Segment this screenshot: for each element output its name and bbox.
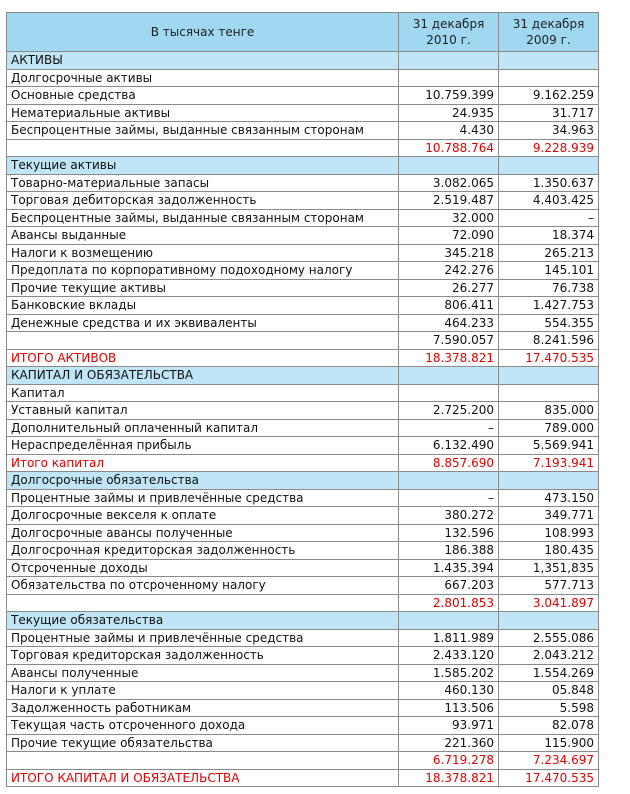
row-label: Процентные займы и привлечённые средства bbox=[7, 489, 399, 507]
row-label: Текущие обязательства bbox=[7, 612, 399, 630]
row-label bbox=[7, 752, 399, 770]
row-label: Текущие активы bbox=[7, 157, 399, 175]
row-label: Налоги к возмещению bbox=[7, 244, 399, 262]
row-label bbox=[7, 332, 399, 350]
table-row bbox=[7, 367, 599, 385]
table-row bbox=[7, 174, 599, 192]
table-row bbox=[7, 629, 599, 647]
row-value-2009: 180.435 bbox=[499, 542, 599, 560]
table-row bbox=[7, 559, 599, 577]
row-value-2010: 3.082.065 bbox=[399, 174, 499, 192]
table-row bbox=[7, 437, 599, 455]
row-value-2010: 113.506 bbox=[399, 699, 499, 717]
table-row bbox=[7, 244, 599, 262]
row-value-2010: 1.585.202 bbox=[399, 664, 499, 682]
table-row bbox=[7, 227, 599, 245]
table-body bbox=[7, 52, 599, 787]
table-row bbox=[7, 139, 599, 157]
row-value-2009 bbox=[499, 157, 599, 175]
row-value-2009: 349.771 bbox=[499, 507, 599, 525]
row-value-2009: 577.713 bbox=[499, 577, 599, 595]
row-value-2009: 18.374 bbox=[499, 227, 599, 245]
row-value-2009: 34.963 bbox=[499, 122, 599, 140]
table-row bbox=[7, 734, 599, 752]
table-row bbox=[7, 717, 599, 735]
row-value-2009 bbox=[499, 612, 599, 630]
row-value-2010: 18.378.821 bbox=[399, 769, 499, 787]
table-row bbox=[7, 279, 599, 297]
row-label bbox=[7, 139, 399, 157]
row-label: АКТИВЫ bbox=[7, 52, 399, 70]
table-row bbox=[7, 349, 599, 367]
row-value-2010: 380.272 bbox=[399, 507, 499, 525]
row-value-2009: 145.101 bbox=[499, 262, 599, 280]
row-value-2010: – bbox=[399, 419, 499, 437]
row-label: Торговая кредиторская задолженность bbox=[7, 647, 399, 665]
row-value-2010: 345.218 bbox=[399, 244, 499, 262]
row-label: Долгосрочные обязательства bbox=[7, 472, 399, 490]
row-value-2010: 460.130 bbox=[399, 682, 499, 700]
row-value-2010 bbox=[399, 612, 499, 630]
header-2010: 31 декабря 2010 г. bbox=[399, 13, 499, 52]
table-row bbox=[7, 682, 599, 700]
table-row bbox=[7, 332, 599, 350]
row-value-2009 bbox=[499, 52, 599, 70]
table-row bbox=[7, 507, 599, 525]
row-label: Долгосрочные векселя к оплате bbox=[7, 507, 399, 525]
row-value-2010 bbox=[399, 69, 499, 87]
row-label: Долгосрочные авансы полученные bbox=[7, 524, 399, 542]
row-value-2009: 2.043.212 bbox=[499, 647, 599, 665]
row-value-2009: 554.355 bbox=[499, 314, 599, 332]
row-value-2009: 5.598 bbox=[499, 699, 599, 717]
row-value-2009: 8.241.596 bbox=[499, 332, 599, 350]
row-label: Нераспределённая прибыль bbox=[7, 437, 399, 455]
row-value-2010: 1.811.989 bbox=[399, 629, 499, 647]
row-label: Дополнительный оплаченный капитал bbox=[7, 419, 399, 437]
row-value-2009 bbox=[499, 367, 599, 385]
table-row bbox=[7, 52, 599, 70]
table-row bbox=[7, 489, 599, 507]
row-value-2009 bbox=[499, 69, 599, 87]
row-value-2009: 9.162.259 bbox=[499, 87, 599, 105]
table-row bbox=[7, 314, 599, 332]
row-value-2009: 108.993 bbox=[499, 524, 599, 542]
row-value-2010 bbox=[399, 367, 499, 385]
row-value-2009: 7.234.697 bbox=[499, 752, 599, 770]
row-value-2010: 7.590.057 bbox=[399, 332, 499, 350]
table-row bbox=[7, 297, 599, 315]
row-value-2009 bbox=[499, 384, 599, 402]
table-row bbox=[7, 472, 599, 490]
row-value-2009: 4.403.425 bbox=[499, 192, 599, 210]
header-2009: 31 декабря 2009 г. bbox=[499, 13, 599, 52]
row-value-2010: 10.759.399 bbox=[399, 87, 499, 105]
table-row bbox=[7, 262, 599, 280]
table-row bbox=[7, 577, 599, 595]
row-value-2010: 1.435.394 bbox=[399, 559, 499, 577]
row-value-2010: 6.719.278 bbox=[399, 752, 499, 770]
row-value-2009: 05.848 bbox=[499, 682, 599, 700]
table-row bbox=[7, 384, 599, 402]
row-value-2010: 2.519.487 bbox=[399, 192, 499, 210]
row-value-2010: 2.801.853 bbox=[399, 594, 499, 612]
row-value-2010: 221.360 bbox=[399, 734, 499, 752]
row-value-2009: 265.213 bbox=[499, 244, 599, 262]
row-value-2010: 32.000 bbox=[399, 209, 499, 227]
table-row bbox=[7, 769, 599, 787]
row-value-2010: 8.857.690 bbox=[399, 454, 499, 472]
row-value-2009: 3.041.897 bbox=[499, 594, 599, 612]
row-label: Нематериальные активы bbox=[7, 104, 399, 122]
row-label: Задолженность работникам bbox=[7, 699, 399, 717]
row-label: Основные средства bbox=[7, 87, 399, 105]
table-row bbox=[7, 69, 599, 87]
row-value-2009: 7.193.941 bbox=[499, 454, 599, 472]
row-label: Прочие текущие обязательства bbox=[7, 734, 399, 752]
table-row bbox=[7, 87, 599, 105]
table-row bbox=[7, 454, 599, 472]
row-value-2010: 242.276 bbox=[399, 262, 499, 280]
row-value-2010: – bbox=[399, 489, 499, 507]
row-label: Авансы выданные bbox=[7, 227, 399, 245]
row-value-2009: 2.555.086 bbox=[499, 629, 599, 647]
row-value-2010: 93.971 bbox=[399, 717, 499, 735]
row-label: Торговая дебиторская задолженность bbox=[7, 192, 399, 210]
row-value-2009: 17.470.535 bbox=[499, 349, 599, 367]
row-label: Уставный капитал bbox=[7, 402, 399, 420]
table-row bbox=[7, 699, 599, 717]
header-label: В тысячах тенге bbox=[7, 13, 399, 52]
table-row bbox=[7, 542, 599, 560]
row-value-2009: – bbox=[499, 209, 599, 227]
row-label bbox=[7, 594, 399, 612]
row-value-2010: 4.430 bbox=[399, 122, 499, 140]
table-row bbox=[7, 664, 599, 682]
row-label: Обязательства по отсроченному налогу bbox=[7, 577, 399, 595]
row-value-2009: 835.000 bbox=[499, 402, 599, 420]
row-value-2010: 132.596 bbox=[399, 524, 499, 542]
row-value-2009: 1.427.753 bbox=[499, 297, 599, 315]
header-row bbox=[7, 13, 599, 52]
row-label: Предоплата по корпоративному подоходному налогу bbox=[7, 262, 399, 280]
row-label: Прочие текущие активы bbox=[7, 279, 399, 297]
row-label: КАПИТАЛ И ОБЯЗАТЕЛЬСТВА bbox=[7, 367, 399, 385]
row-label: ИТОГО КАПИТАЛ И ОБЯЗАТЕЛЬСТВА bbox=[7, 769, 399, 787]
row-value-2009: 31.717 bbox=[499, 104, 599, 122]
row-value-2010: 72.090 bbox=[399, 227, 499, 245]
row-value-2009: 115.900 bbox=[499, 734, 599, 752]
table-row bbox=[7, 402, 599, 420]
row-value-2010: 2.433.120 bbox=[399, 647, 499, 665]
table-row bbox=[7, 157, 599, 175]
table-row bbox=[7, 209, 599, 227]
row-value-2010: 24.935 bbox=[399, 104, 499, 122]
row-label: Беспроцентные займы, выданные связанным сторонам bbox=[7, 122, 399, 140]
row-label: Долгосрочные активы bbox=[7, 69, 399, 87]
row-value-2010: 186.388 bbox=[399, 542, 499, 560]
row-value-2010 bbox=[399, 157, 499, 175]
row-value-2010 bbox=[399, 472, 499, 490]
table-row bbox=[7, 647, 599, 665]
row-value-2010 bbox=[399, 384, 499, 402]
row-value-2009: 1.350.637 bbox=[499, 174, 599, 192]
table-row bbox=[7, 104, 599, 122]
row-value-2009: 473.150 bbox=[499, 489, 599, 507]
row-label: Авансы полученные bbox=[7, 664, 399, 682]
row-value-2010: 667.203 bbox=[399, 577, 499, 595]
table-row bbox=[7, 524, 599, 542]
row-value-2010: 18.378.821 bbox=[399, 349, 499, 367]
table-row bbox=[7, 192, 599, 210]
row-value-2009: 82.078 bbox=[499, 717, 599, 735]
row-value-2010: 26.277 bbox=[399, 279, 499, 297]
balance-sheet-table bbox=[6, 12, 599, 787]
row-value-2010: 806.411 bbox=[399, 297, 499, 315]
row-value-2010: 6.132.490 bbox=[399, 437, 499, 455]
row-value-2009: 17.470.535 bbox=[499, 769, 599, 787]
row-value-2010: 10.788.764 bbox=[399, 139, 499, 157]
row-value-2010: 2.725.200 bbox=[399, 402, 499, 420]
table-row bbox=[7, 122, 599, 140]
row-label: Текущая часть отсроченного дохода bbox=[7, 717, 399, 735]
row-label: Итого капитал bbox=[7, 454, 399, 472]
row-label: Долгосрочная кредиторская задолженность bbox=[7, 542, 399, 560]
table-row bbox=[7, 594, 599, 612]
table-row bbox=[7, 419, 599, 437]
row-label: Отсроченные доходы bbox=[7, 559, 399, 577]
row-value-2010: 464.233 bbox=[399, 314, 499, 332]
row-label: Товарно-материальные запасы bbox=[7, 174, 399, 192]
table-row bbox=[7, 612, 599, 630]
row-label: Налоги к уплате bbox=[7, 682, 399, 700]
row-value-2009: 1.554.269 bbox=[499, 664, 599, 682]
row-value-2009: 76.738 bbox=[499, 279, 599, 297]
row-label: Процентные займы и привлечённые средства bbox=[7, 629, 399, 647]
row-label: ИТОГО АКТИВОВ bbox=[7, 349, 399, 367]
row-value-2009: 9.228.939 bbox=[499, 139, 599, 157]
table-row bbox=[7, 752, 599, 770]
row-label: Беспроцентные займы, выданные связанным сторонам bbox=[7, 209, 399, 227]
row-label: Капитал bbox=[7, 384, 399, 402]
row-value-2009 bbox=[499, 472, 599, 490]
row-value-2009: 789.000 bbox=[499, 419, 599, 437]
row-label: Денежные средства и их эквиваленты bbox=[7, 314, 399, 332]
row-value-2009: 1,351,835 bbox=[499, 559, 599, 577]
row-value-2010 bbox=[399, 52, 499, 70]
row-label: Банковские вклады bbox=[7, 297, 399, 315]
row-value-2009: 5.569.941 bbox=[499, 437, 599, 455]
